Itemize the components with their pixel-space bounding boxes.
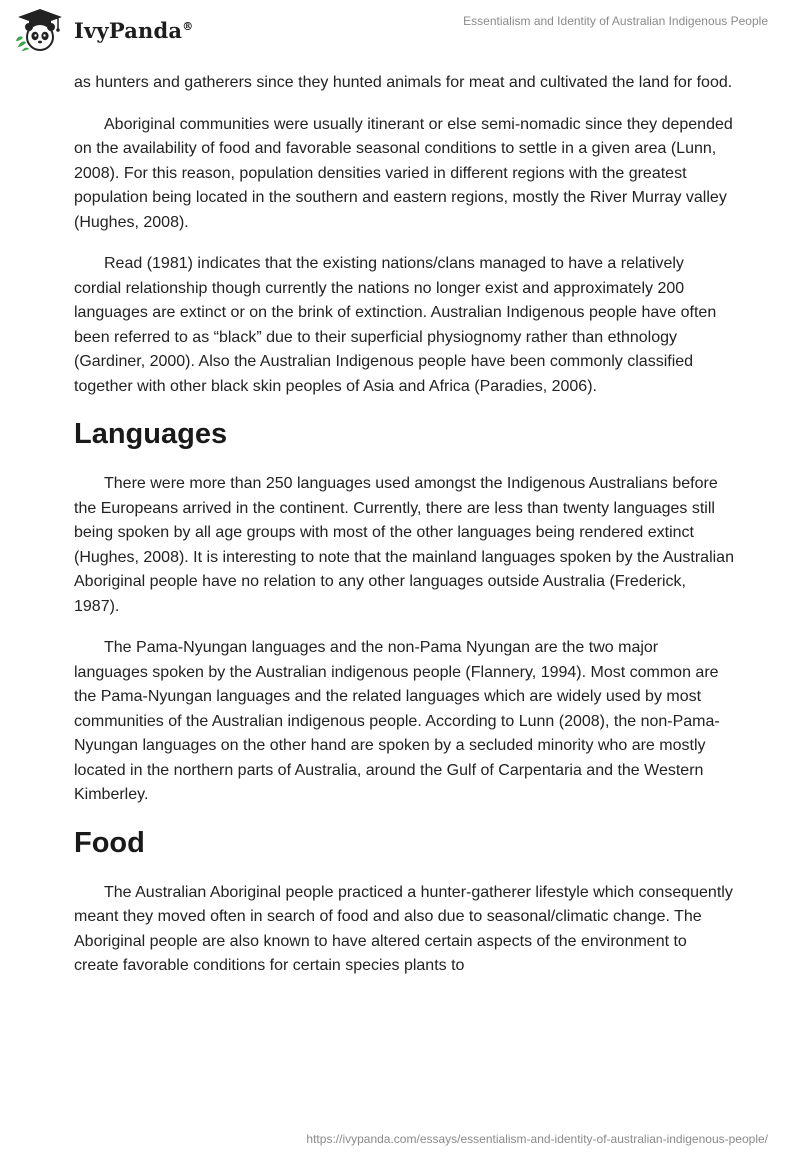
paragraph: Aboriginal communities were usually itinerant or else semi-nomadic since they depended on the availability of food and favorable seasonal conditions to settle in a given area (Lunn, 2008). For this reason, population densities varied in different regions with the greatest population being located in the southern and eastern regions, mostly the River Murray valley (Hughes, 2008). (74, 115, 733, 231)
essay-content (74, 71, 734, 996)
paragraph: There were more than 250 languages used amongst the Indigenous Australians before the Europeans arrived in the continent. Currently, there are less than twenty languages still being spoken by all age groups with most of the other languages being rendered extinct (Hughes, 2008). It is interesting to note that the mainland languages spoken by the Australian Aboriginal people have no relation to any other languages outside Australia (Frederick, 1987). (74, 475, 734, 615)
paragraph: as hunters and gatherers since they hunted animals for meat and cultivated the land for food. (74, 74, 733, 91)
source-url[interactable]: https://ivypanda.com/essays/essentialism-and-identity-of-australian-indigenous-people/ (306, 1132, 768, 1146)
ivypanda-logo[interactable] (14, 6, 193, 54)
document-title: Essentialism and Identity of Australian Indigenous People (463, 14, 768, 28)
page-header (0, 0, 800, 60)
paragraph: The Pama-Nyungan languages and the non-Pama Nyungan are the two major languages spoken by the Australian indigenous people (Flannery, 1994). Most common are the Pama-Nyungan languages and the related languages which are widely used by most communities of the Australian indigenous people. According to Lunn (2008), the non-Pama-Nyungan languages on the other hand are spoken by a secluded minority who are mostly located in the northern parts of Australia, around the Gulf of Carpentaria and the Western Kimberley. (74, 639, 720, 803)
section-heading-food: Food (74, 826, 145, 859)
paragraph: The Australian Aboriginal people practiced a hunter-gatherer lifestyle which consequently meant they moved often in search of food and also due to seasonal/climatic change. The Aboriginal people are also known to have altered certain aspects of the environment to create favorable conditions for certain species plants to (74, 883, 733, 974)
brand-name: IvyPanda® (74, 17, 194, 43)
panda-graduate-icon (14, 7, 66, 53)
section-heading-languages: Languages (74, 418, 228, 450)
paragraph: Read (1981) indicates that the existing nations/clans managed to have a relatively cordial relationship though currently the nations no longer exist and approximately 200 languages are extinct or on the brink of extinction. Australian Indigenous people have often been referred to as “black” due to their superficial physiognomy rather than ethnology (Gardiner, 2000). Also the Australian Indigenous people have been commonly classified together with other black skin peoples of Asia and Africa (Paradies, 2006). (74, 255, 717, 395)
